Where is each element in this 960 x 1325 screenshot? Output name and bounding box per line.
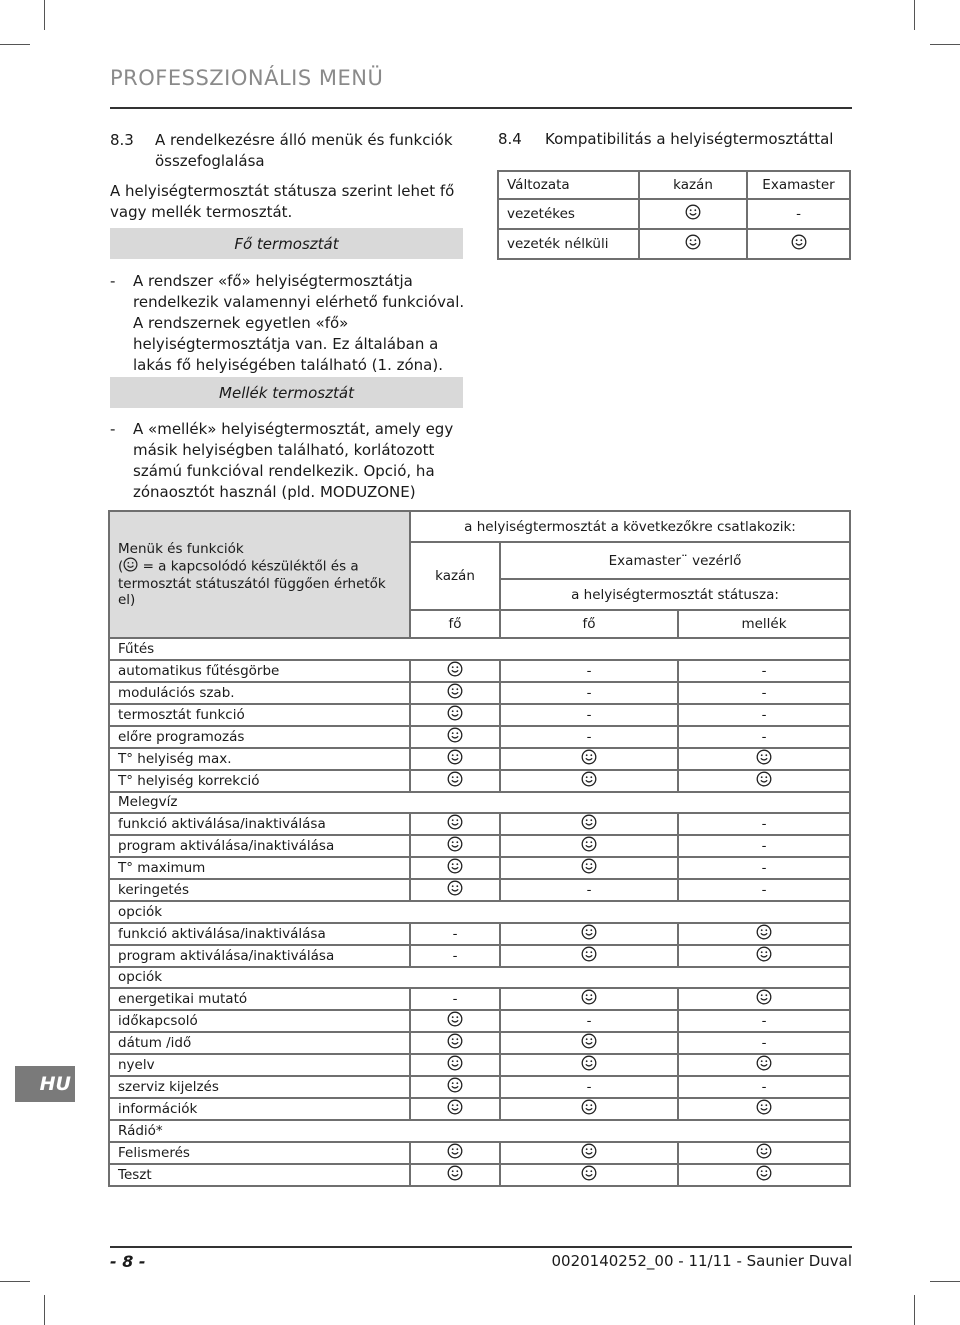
smiley-icon xyxy=(756,1055,772,1075)
value-cell xyxy=(678,988,850,1010)
section-intro: A helyiségtermosztát státusza szerint lehet fő vagy mellék termosztát. xyxy=(110,182,455,221)
smiley-icon xyxy=(581,1055,597,1075)
bullet-text: A «mellék» helyiségtermosztát, amely egy másik helyiségben található, korlátozott számú funkcióval rendelkezik. Opció, ha zónaosztót használ (pld. MODUZONE) xyxy=(133,420,454,501)
smiley-icon xyxy=(581,1143,597,1163)
function-label: információk xyxy=(109,1098,410,1120)
table-row xyxy=(109,660,850,682)
smiley-icon xyxy=(756,771,772,791)
value-cell: - xyxy=(678,835,850,857)
function-label: Felismerés xyxy=(109,1142,410,1164)
value-cell xyxy=(500,1054,678,1076)
menu-header-text: = a kapcsolódó készüléktől és a xyxy=(138,558,359,575)
function-label: keringetés xyxy=(109,879,410,901)
status-value: mellék xyxy=(678,610,850,638)
table-row xyxy=(109,988,850,1010)
value-cell: - xyxy=(410,988,500,1010)
crop-mark xyxy=(930,44,960,45)
table-row xyxy=(109,748,850,770)
examaster-header: Examaster¨ vezérlő xyxy=(500,542,850,579)
section-8-3-heading xyxy=(110,130,470,172)
smiley-icon xyxy=(447,1011,463,1031)
value-cell xyxy=(500,1164,678,1186)
value-cell: - xyxy=(678,857,850,879)
function-label: energetikai mutató xyxy=(109,988,410,1010)
smiley-icon xyxy=(447,705,463,725)
value-cell xyxy=(410,1098,500,1120)
footer-rule xyxy=(110,1246,852,1248)
smiley-icon xyxy=(581,1033,597,1053)
connects-header: a helyiségtermosztát a következőkre csatlakozik: xyxy=(410,511,850,542)
value-cell xyxy=(410,770,500,792)
value-cell: - xyxy=(747,199,850,229)
smiley-icon xyxy=(447,880,463,900)
value-cell xyxy=(678,748,850,770)
header-rule xyxy=(110,107,852,109)
value-cell: - xyxy=(678,1010,850,1032)
functions-table xyxy=(108,510,851,1187)
table-group-row xyxy=(109,1120,850,1142)
table-row xyxy=(109,1076,850,1098)
value-cell: - xyxy=(500,704,678,726)
table-row xyxy=(498,199,850,229)
value-cell xyxy=(410,879,500,901)
function-label: előre programozás xyxy=(109,726,410,748)
smiley-icon xyxy=(447,836,463,856)
value-cell xyxy=(410,835,500,857)
smiley-icon xyxy=(447,1077,463,1097)
table-row xyxy=(109,1032,850,1054)
compatibility-table xyxy=(497,170,851,260)
smiley-icon xyxy=(447,858,463,878)
menu-header-line: Menük és funkciók xyxy=(118,541,244,557)
status-value: fő xyxy=(410,610,500,638)
table-row xyxy=(109,704,850,726)
section-number: 8.3 xyxy=(110,131,134,149)
table-row xyxy=(109,923,850,945)
value-cell xyxy=(410,682,500,704)
value-cell xyxy=(410,704,500,726)
menu-header-line xyxy=(118,557,401,576)
section-title: Kompatibilitás a helyiségtermosztáttal xyxy=(545,130,834,148)
value-cell xyxy=(410,726,500,748)
table-row xyxy=(109,945,850,967)
smiley-icon xyxy=(447,683,463,703)
function-label: program aktiválása/inaktiválása xyxy=(109,835,410,857)
value-cell: - xyxy=(678,726,850,748)
smiley-icon xyxy=(447,661,463,681)
status-header: a helyiségtermosztát státusza: xyxy=(500,579,850,610)
value-cell xyxy=(639,199,747,229)
smiley-icon xyxy=(581,1165,597,1185)
smiley-icon xyxy=(447,1033,463,1053)
value-cell: - xyxy=(678,879,850,901)
value-cell: - xyxy=(678,1032,850,1054)
header-cell: Változata xyxy=(498,171,639,199)
smiley-icon xyxy=(447,1165,463,1185)
section-8-4-heading xyxy=(498,130,834,148)
value-cell: - xyxy=(678,704,850,726)
function-label: dátum /idő xyxy=(109,1032,410,1054)
value-cell xyxy=(500,857,678,879)
smiley-icon xyxy=(447,1143,463,1163)
bullet-text: A rendszer «fő» helyiségtermosztátja rendelkezik valamennyi elérhető funkcióval. A rendszernek egyetlen «fő» helyiségtermosztátja van. Ez általában a lakás fő helyiségében található (1. zóna). xyxy=(133,272,465,374)
table-row xyxy=(109,682,850,704)
smiley-icon xyxy=(581,989,597,1009)
value-cell: - xyxy=(410,923,500,945)
function-label: időkapcsoló xyxy=(109,1010,410,1032)
smiley-icon xyxy=(447,771,463,791)
crop-mark xyxy=(0,44,30,45)
smiley-icon xyxy=(756,1099,772,1119)
value-cell: - xyxy=(410,945,500,967)
header-cell: Examaster xyxy=(747,171,850,199)
page-number: - 8 - xyxy=(110,1252,146,1271)
table-row xyxy=(109,1142,850,1164)
smiley-icon xyxy=(581,946,597,966)
value-cell xyxy=(500,945,678,967)
smiley-icon xyxy=(756,924,772,944)
value-cell xyxy=(410,1010,500,1032)
smiley-icon xyxy=(581,749,597,769)
function-label: modulációs szab. xyxy=(109,682,410,704)
value-cell xyxy=(500,770,678,792)
value-cell xyxy=(410,857,500,879)
section-number: 8.4 xyxy=(498,130,522,148)
header-cell: kazán xyxy=(639,171,747,199)
table-row xyxy=(109,770,850,792)
crop-mark xyxy=(0,1281,30,1282)
page-header-title: PROFESSZIONÁLIS MENÜ xyxy=(110,66,384,90)
value-cell xyxy=(410,1164,500,1186)
smiley-icon xyxy=(756,946,772,966)
value-cell: - xyxy=(500,726,678,748)
function-label: automatikus fűtésgörbe xyxy=(109,660,410,682)
value-cell xyxy=(410,748,500,770)
value-cell xyxy=(410,660,500,682)
value-cell xyxy=(678,1098,850,1120)
paren: ( xyxy=(118,558,124,575)
kazan-header: kazán xyxy=(410,542,500,610)
value-cell: - xyxy=(678,813,850,835)
table-row xyxy=(109,1164,850,1186)
table-header-row xyxy=(109,511,850,542)
table-row xyxy=(109,813,850,835)
smiley-icon xyxy=(756,1143,772,1163)
table-row xyxy=(109,835,850,857)
value-cell xyxy=(500,1032,678,1054)
value-cell xyxy=(678,923,850,945)
value-cell xyxy=(410,1054,500,1076)
menu-header-line: termosztát státuszától függően érhetők el) xyxy=(118,576,386,608)
main-thermostat-text xyxy=(110,271,470,376)
smiley-icon xyxy=(581,836,597,856)
value-cell xyxy=(678,1164,850,1186)
secondary-thermostat-text xyxy=(110,419,470,503)
value-cell: - xyxy=(500,682,678,704)
smiley-icon xyxy=(581,924,597,944)
language-tab: HU xyxy=(15,1066,75,1102)
value-cell: - xyxy=(678,1076,850,1098)
function-label: termosztát funkció xyxy=(109,704,410,726)
value-cell xyxy=(747,229,850,259)
function-label: nyelv xyxy=(109,1054,410,1076)
document-reference: 0020140252_00 - 11/11 - Saunier Duval xyxy=(551,1252,852,1270)
smiley-icon xyxy=(581,858,597,878)
smiley-icon xyxy=(447,1099,463,1119)
menu-header-cell xyxy=(109,511,410,638)
crop-mark xyxy=(930,1281,960,1282)
value-cell xyxy=(500,813,678,835)
group-label: Melegvíz xyxy=(109,792,850,814)
function-label: szerviz kijelzés xyxy=(109,1076,410,1098)
function-label: T° helyiség max. xyxy=(109,748,410,770)
function-label: T° helyiség korrekció xyxy=(109,770,410,792)
crop-mark xyxy=(44,0,45,30)
smiley-icon xyxy=(756,1165,772,1185)
smiley-icon xyxy=(756,989,772,1009)
value-cell xyxy=(410,813,500,835)
group-label: Fűtés xyxy=(109,638,850,660)
value-cell xyxy=(678,1142,850,1164)
bullet-dash: - xyxy=(110,272,116,290)
table-row xyxy=(109,1098,850,1120)
table-row xyxy=(109,857,850,879)
value-cell: - xyxy=(678,660,850,682)
value-cell xyxy=(410,1142,500,1164)
smiley-icon xyxy=(685,204,701,224)
status-value: fő xyxy=(500,610,678,638)
table-group-row xyxy=(109,792,850,814)
smiley-icon xyxy=(791,234,807,254)
function-label: Teszt xyxy=(109,1164,410,1186)
section-title: A rendelkezésre álló menük és funkciók összefoglalása xyxy=(155,131,453,170)
row-label: vezetékes xyxy=(498,199,639,229)
smiley-icon xyxy=(447,727,463,747)
value-cell xyxy=(410,1076,500,1098)
main-thermostat-band: Fő termosztát xyxy=(110,228,463,259)
group-label: opciók xyxy=(109,967,850,989)
crop-mark xyxy=(44,1295,45,1325)
function-label: program aktiválása/inaktiválása xyxy=(109,945,410,967)
value-cell xyxy=(500,1098,678,1120)
value-cell xyxy=(500,748,678,770)
smiley-icon xyxy=(447,814,463,834)
function-label: funkció aktiválása/inaktiválása xyxy=(109,813,410,835)
group-label: opciók xyxy=(109,901,850,923)
group-label: Rádió* xyxy=(109,1120,850,1142)
table-row xyxy=(109,726,850,748)
value-cell xyxy=(500,1142,678,1164)
function-label: funkció aktiválása/inaktiválása xyxy=(109,923,410,945)
smiley-icon xyxy=(581,771,597,791)
table-row xyxy=(109,879,850,901)
table-row xyxy=(498,229,850,259)
smiley-icon xyxy=(756,749,772,769)
table-group-row xyxy=(109,967,850,989)
value-cell xyxy=(678,945,850,967)
smiley-icon xyxy=(123,557,138,576)
secondary-thermostat-band: Mellék termosztát xyxy=(110,377,463,408)
table-row xyxy=(109,1054,850,1076)
value-cell: - xyxy=(500,879,678,901)
smiley-icon xyxy=(685,234,701,254)
value-cell xyxy=(639,229,747,259)
value-cell: - xyxy=(500,660,678,682)
value-cell xyxy=(678,1054,850,1076)
value-cell xyxy=(678,770,850,792)
row-label: vezeték nélküli xyxy=(498,229,639,259)
smiley-icon xyxy=(581,1099,597,1119)
smiley-icon xyxy=(447,749,463,769)
smiley-icon xyxy=(447,1055,463,1075)
value-cell xyxy=(500,988,678,1010)
smiley-icon xyxy=(581,814,597,834)
table-row xyxy=(109,1010,850,1032)
function-label: T° maximum xyxy=(109,857,410,879)
value-cell: - xyxy=(678,682,850,704)
value-cell: - xyxy=(500,1010,678,1032)
table-group-row xyxy=(109,638,850,660)
crop-mark xyxy=(914,0,915,30)
table-header-row xyxy=(498,171,850,199)
crop-mark xyxy=(914,1295,915,1325)
value-cell xyxy=(410,1032,500,1054)
table-group-row xyxy=(109,901,850,923)
value-cell: - xyxy=(500,1076,678,1098)
value-cell xyxy=(500,835,678,857)
value-cell xyxy=(500,923,678,945)
bullet-dash: - xyxy=(110,420,116,438)
